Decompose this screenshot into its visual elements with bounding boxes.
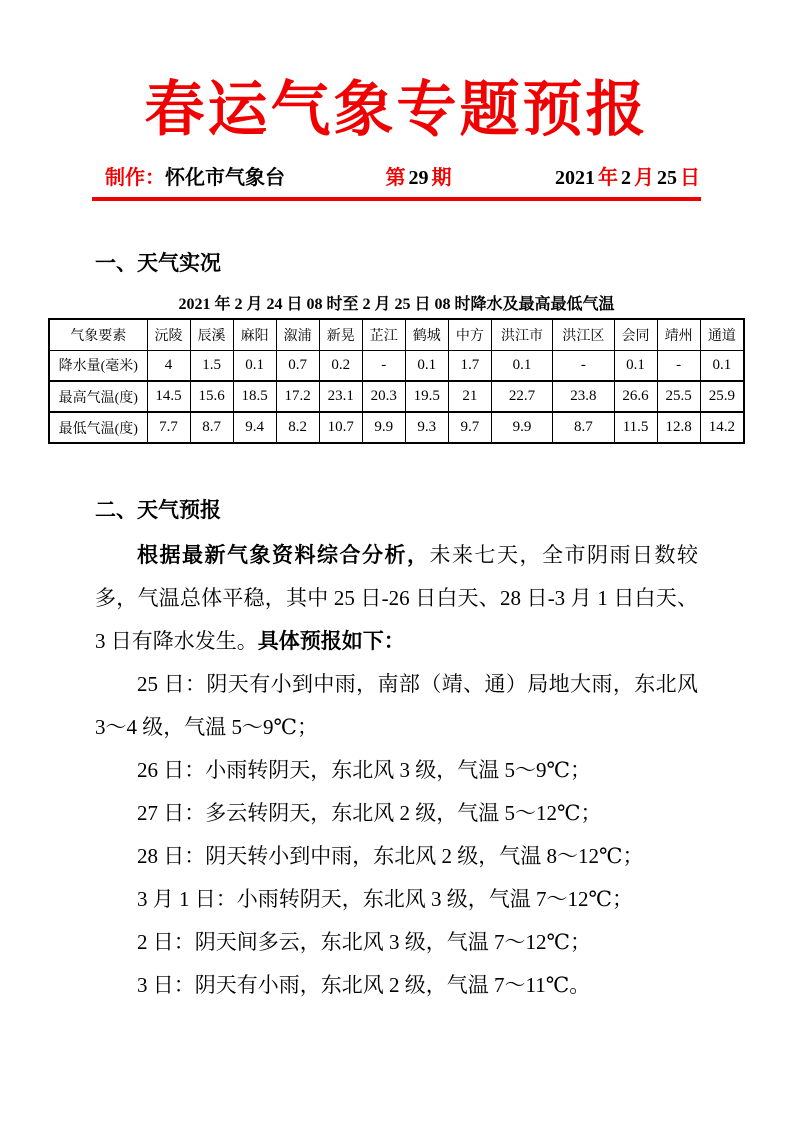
table-cell: 9.9 bbox=[362, 412, 405, 443]
table-header-row bbox=[49, 319, 744, 350]
table-header-cell: 靖州 bbox=[657, 319, 700, 350]
header-divider bbox=[92, 197, 701, 201]
row-label: 最高气温(度) bbox=[49, 381, 147, 412]
row-label: 最低气温(度) bbox=[49, 412, 147, 443]
table-header-cell: 洪江市 bbox=[491, 319, 552, 350]
document-info-row bbox=[105, 161, 700, 190]
table-header-cell: 会同 bbox=[614, 319, 657, 350]
table-cell: 1.5 bbox=[190, 350, 233, 381]
table-header-cell: 中方 bbox=[448, 319, 491, 350]
table-header-cell: 麻阳 bbox=[233, 319, 276, 350]
producer-label: 制作： bbox=[105, 167, 165, 189]
table-cell: 20.3 bbox=[362, 381, 405, 412]
forecast-list bbox=[0, 663, 793, 1007]
issue-suffix: 期 bbox=[431, 167, 452, 189]
table-cell: 8.7 bbox=[190, 412, 233, 443]
table-cell: 12.8 bbox=[657, 412, 700, 443]
table-header-cell: 沅陵 bbox=[147, 319, 190, 350]
table-cell: 19.5 bbox=[405, 381, 448, 412]
producer-field bbox=[105, 161, 285, 190]
table-cell: 9.4 bbox=[233, 412, 276, 443]
forecast-intro-paragraph bbox=[95, 534, 698, 663]
producer-name: 怀化市气象台 bbox=[165, 167, 285, 189]
table-cell: 21 bbox=[448, 381, 491, 412]
date-field bbox=[552, 161, 700, 190]
date-month-unit: 月 bbox=[634, 167, 654, 189]
date-year-unit: 年 bbox=[598, 167, 618, 189]
observation-table-title: 2021 年 2 月 24 日 08 时至 2 月 25 日 08 时降水及最高最低气温 bbox=[178, 296, 615, 313]
table-cell: 0.1 bbox=[700, 350, 744, 381]
issue-prefix: 第 bbox=[385, 167, 406, 189]
date-year: 2021 bbox=[555, 167, 595, 189]
date-day-unit: 日 bbox=[680, 167, 700, 189]
date-month: 2 bbox=[621, 167, 631, 189]
table-cell: 8.2 bbox=[276, 412, 319, 443]
table-cell: 0.1 bbox=[614, 350, 657, 381]
intro-tail: 具体预报如下： bbox=[257, 629, 405, 653]
table-cell: 23.1 bbox=[319, 381, 362, 412]
table-cell: 0.7 bbox=[276, 350, 319, 381]
issue-number: 29 bbox=[408, 167, 429, 189]
document-title: 春运气象专题预报 bbox=[144, 77, 649, 143]
table-header-cell: 溆浦 bbox=[276, 319, 319, 350]
table-cell: 8.7 bbox=[553, 412, 614, 443]
table-header-cell: 芷江 bbox=[362, 319, 405, 350]
table-cell: 0.1 bbox=[233, 350, 276, 381]
table-header-cell: 鹤城 bbox=[405, 319, 448, 350]
table-cell: - bbox=[553, 350, 614, 381]
intro-lead: 根据最新气象资料综合分析， bbox=[137, 543, 430, 567]
table-cell: 0.1 bbox=[405, 350, 448, 381]
table-cell: 14.5 bbox=[147, 381, 190, 412]
forecast-item-day28: 28 日：阴天转小到中雨，东北风 2 级，气温 8～12℃； bbox=[137, 844, 644, 868]
date-day: 25 bbox=[657, 167, 677, 189]
table-cell: 1.7 bbox=[448, 350, 491, 381]
table-header-cell: 洪江区 bbox=[553, 319, 614, 350]
table-cell: 25.9 bbox=[700, 381, 744, 412]
forecast-item-mar1: 3 月 1 日：小雨转阴天，东北风 3 级，气温 7～12℃； bbox=[137, 887, 633, 911]
table-cell: 10.7 bbox=[319, 412, 362, 443]
table-cell: 9.9 bbox=[491, 412, 552, 443]
section-heading-weather-actual: 一、天气实况 bbox=[95, 251, 221, 275]
table-cell: 15.6 bbox=[190, 381, 233, 412]
table-cell: 18.5 bbox=[233, 381, 276, 412]
forecast-item-day27: 27 日：多云转阴天，东北风 2 级，气温 5～12℃； bbox=[137, 801, 602, 825]
table-cell: 4 bbox=[147, 350, 190, 381]
table-header-cell: 气象要素 bbox=[49, 319, 147, 350]
table-row-max-temp bbox=[49, 381, 744, 412]
table-cell: 0.1 bbox=[491, 350, 552, 381]
forecast-item-mar2: 2 日：阴天间多云，东北风 3 级，气温 7～12℃； bbox=[137, 930, 591, 954]
table-header-cell: 新晃 bbox=[319, 319, 362, 350]
table-cell: 9.3 bbox=[405, 412, 448, 443]
table-header-cell: 辰溪 bbox=[190, 319, 233, 350]
table-cell: 11.5 bbox=[614, 412, 657, 443]
table-cell: 0.2 bbox=[319, 350, 362, 381]
table-header-cell: 通道 bbox=[700, 319, 744, 350]
forecast-item-day25: 25 日：阴天有小到中雨，南部（靖、通）局地大雨，东北风 3～4 级，气温 5～9℃； bbox=[95, 672, 698, 739]
table-cell: 9.7 bbox=[448, 412, 491, 443]
table-cell: 26.6 bbox=[614, 381, 657, 412]
table-cell: 25.5 bbox=[657, 381, 700, 412]
table-cell: 22.7 bbox=[491, 381, 552, 412]
table-cell: 23.8 bbox=[553, 381, 614, 412]
table-row-precipitation bbox=[49, 350, 744, 381]
table-cell: 17.2 bbox=[276, 381, 319, 412]
table-row-min-temp bbox=[49, 412, 744, 443]
intro-body: 未来七天，全市阴雨日数较多，气温总体平稳，其中 25 日-26 日白天、28 日-3 月 1 日白天、3 日有降水发生。 bbox=[95, 543, 698, 653]
table-cell: 7.7 bbox=[147, 412, 190, 443]
table-cell: 14.2 bbox=[700, 412, 744, 443]
section-heading-forecast: 二、天气预报 bbox=[95, 498, 221, 522]
table-cell: - bbox=[362, 350, 405, 381]
issue-field bbox=[386, 161, 452, 190]
row-label: 降水量(毫米) bbox=[49, 350, 147, 381]
observation-table bbox=[48, 318, 745, 444]
forecast-item-mar3: 3 日：阴天有小雨，东北风 2 级，气温 7～11℃。 bbox=[137, 973, 591, 997]
forecast-item-day26: 26 日：小雨转阴天，东北风 3 级，气温 5～9℃； bbox=[137, 758, 591, 782]
table-cell: - bbox=[657, 350, 700, 381]
